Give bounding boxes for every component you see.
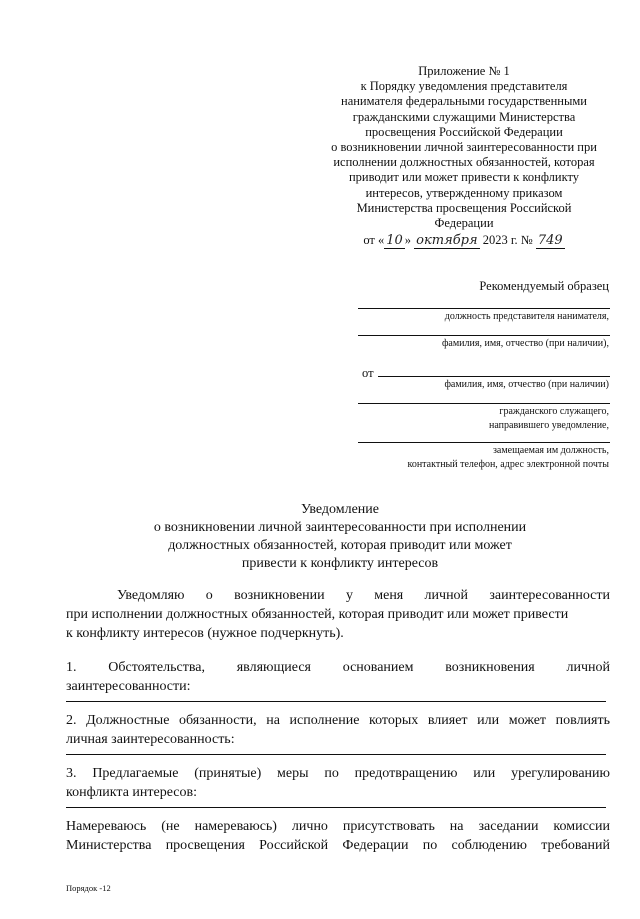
document-subtitle-line: привести к конфликту интересов [241, 556, 439, 571]
appendix-line: Приложение № 1 [418, 64, 510, 78]
page-footer: Порядок -12 [66, 883, 111, 893]
item-2-line-1: 2. Должностные обязанности, на исполнение которых влияет или может повлиять [66, 713, 610, 728]
intent-line-2: Министерства просвещения Российской Федерации по соблюдению требований [66, 838, 610, 853]
intro-line-3: к конфликту интересов (нужное подчеркнуть). [66, 626, 344, 641]
appendix-line: Министерства просвещения Российской [356, 200, 572, 215]
servant-caption-2: направившего уведомление, [489, 420, 609, 431]
item-2-answer-line [66, 754, 606, 755]
appendix-line: интересов, утвержденному приказом [365, 185, 563, 200]
appendix-line: исполнении должностных обязанностей, которая [333, 155, 595, 170]
handwritten-month: октября [416, 233, 478, 249]
servant-field-line [358, 403, 610, 404]
date-prefix: от « [363, 233, 385, 248]
date-year: 2023 г. № [482, 233, 533, 248]
appendix-line: гражданскими служащими Министерства [352, 109, 576, 124]
intro-line-2: при исполнении должностных обязанностей, которая приводит или может привести [66, 607, 569, 622]
handwritten-order-number: 749 [537, 233, 563, 249]
intro-line-1: Уведомляю о возникновении у меня личной заинтересованности [117, 588, 610, 603]
item-1-answer-line [66, 701, 606, 702]
appendix-line: просвещения Российской Федерации [365, 124, 563, 139]
sender-name-field-line [378, 376, 610, 377]
appendix-line: Федерации [434, 216, 494, 231]
document-subtitle-line: должностных обязанностей, которая приводит или может [168, 538, 512, 553]
document-title: Уведомление [300, 502, 379, 517]
appendix-line: к Порядку уведомления представителя [360, 79, 568, 94]
item-1-line-1: 1. Обстоятельства, являющиеся основанием возникновения личной [66, 660, 610, 675]
name-caption: фамилия, имя, отчество (при наличии), [441, 338, 609, 349]
item-2-line-2: личная заинтересованность: [66, 732, 235, 747]
sender-name-caption: фамилия, имя, отчество (при наличии) [444, 379, 609, 390]
intent-line-1: Намереваюсь (не намереваюсь) лично присутствовать на заседании комиссии [66, 819, 610, 834]
position-caption: должность представителя нанимателя, [444, 311, 609, 322]
from-label: от [362, 366, 374, 380]
item-3-line-2: конфликта интересов: [66, 785, 197, 800]
appendix-line: нанимателя федеральными государственными [341, 94, 587, 109]
item-3-answer-line [66, 807, 606, 808]
item-1-line-2: заинтересованности: [66, 679, 191, 694]
held-position-caption: замещаемая им должность, [492, 445, 609, 456]
servant-caption-1: гражданского служащего, [499, 406, 609, 417]
appendix-line: о возникновении личной заинтересованности при [331, 140, 597, 155]
name-field-line [358, 335, 610, 336]
contacts-caption: контактный телефон, адрес электронной почты [407, 459, 609, 470]
document-subtitle-line: о возникновении личной заинтересованности при исполнении [153, 520, 527, 535]
date-mid: » [404, 233, 412, 248]
order-date-line [318, 233, 610, 249]
position-contacts-field-line [358, 442, 610, 443]
handwritten-day: 10 [386, 233, 403, 249]
recommended-sample-label: Рекомендуемый образец [479, 279, 609, 293]
appendix-line: приводит или может привести к конфликту [348, 170, 580, 185]
position-field-line [358, 308, 610, 309]
appendix-block [318, 64, 610, 249]
item-3-line-1: 3. Предлагаемые (принятые) меры по предотвращению или урегулированию [66, 766, 610, 781]
